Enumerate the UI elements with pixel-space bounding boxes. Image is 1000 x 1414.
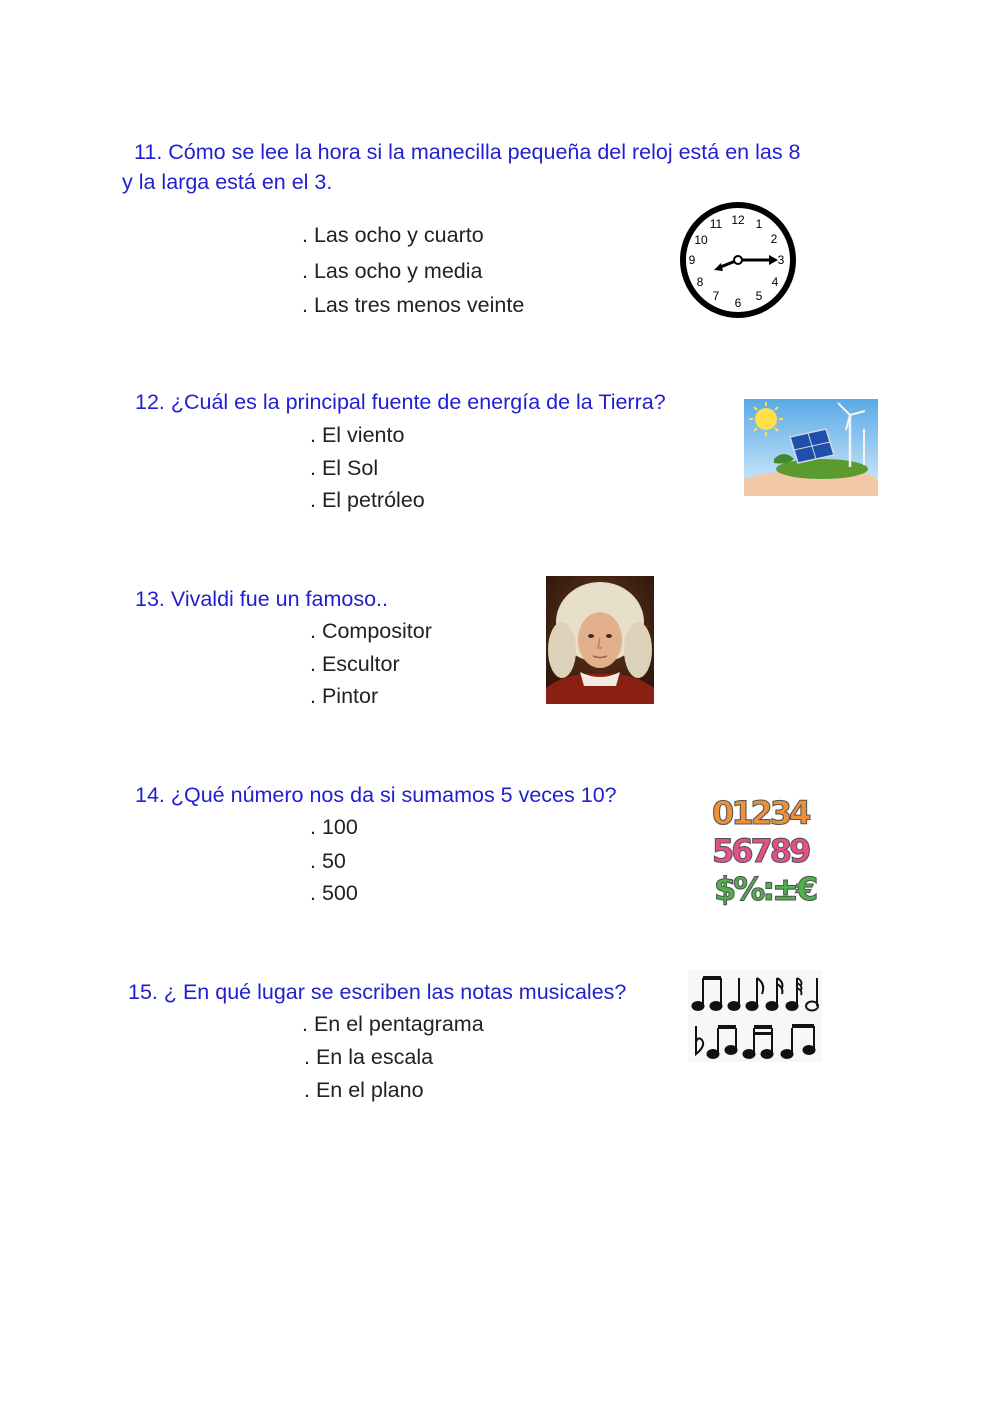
svg-text:7: 7 — [712, 289, 720, 303]
music-notes-icon — [688, 970, 822, 1062]
question-12: 12. ¿Cuál es la principal fuente de energía de la Tierra? — [135, 390, 666, 414]
svg-text:4: 4 — [771, 275, 779, 289]
q15-option-3[interactable]: . En el plano — [304, 1078, 424, 1102]
q12-option-1[interactable]: . El viento — [310, 423, 405, 447]
svg-text:2: 2 — [770, 232, 778, 246]
clock-icon — [678, 200, 798, 320]
svg-text:56789: 56789 — [712, 832, 809, 870]
q14-option-1[interactable]: . 100 — [310, 815, 358, 839]
svg-text:$%:±€: $%:±€ — [714, 870, 816, 908]
svg-text:9: 9 — [688, 253, 696, 267]
question-11-line2: y la larga está en el 3. — [122, 170, 333, 194]
svg-text:3: 3 — [777, 253, 785, 267]
q14-option-3[interactable]: . 500 — [310, 881, 358, 905]
svg-text:10: 10 — [694, 233, 708, 247]
q11-option-2[interactable]: . Las ocho y media — [302, 259, 483, 283]
renewable-energy-icon — [744, 399, 878, 496]
q13-option-2[interactable]: . Escultor — [310, 652, 400, 676]
svg-text:1: 1 — [755, 217, 763, 231]
q11-option-3[interactable]: . Las tres menos veinte — [302, 293, 525, 317]
svg-text:6: 6 — [734, 296, 742, 310]
question-15: 15. ¿ En qué lugar se escriben las notas musicales? — [128, 980, 627, 1004]
svg-text:11: 11 — [709, 217, 723, 231]
question-11-line1: 11. Cómo se lee la hora si la manecilla pequeña del reloj está en las 8 — [134, 140, 801, 164]
svg-text:5: 5 — [755, 289, 763, 303]
q15-option-2[interactable]: . En la escala — [304, 1045, 434, 1069]
q11-option-1[interactable]: . Las ocho y cuarto — [302, 223, 484, 247]
q12-option-3[interactable]: . El petróleo — [310, 488, 425, 512]
question-14: 14. ¿Qué número nos da si sumamos 5 veces 10? — [135, 783, 617, 807]
q15-option-1[interactable]: . En el pentagrama — [302, 1012, 484, 1036]
svg-text:8: 8 — [696, 275, 704, 289]
q14-option-2[interactable]: . 50 — [310, 849, 346, 873]
svg-text:12: 12 — [731, 213, 745, 227]
colorful-numbers-icon — [710, 792, 834, 910]
vivaldi-portrait — [546, 576, 654, 704]
question-11 — [122, 137, 882, 197]
q12-option-2[interactable]: . El Sol — [310, 456, 379, 480]
q13-option-1[interactable]: . Compositor — [310, 619, 432, 643]
svg-text:01234: 01234 — [712, 794, 809, 832]
q13-option-3[interactable]: . Pintor — [310, 684, 379, 708]
question-13: 13. Vivaldi fue un famoso.. — [135, 587, 388, 611]
